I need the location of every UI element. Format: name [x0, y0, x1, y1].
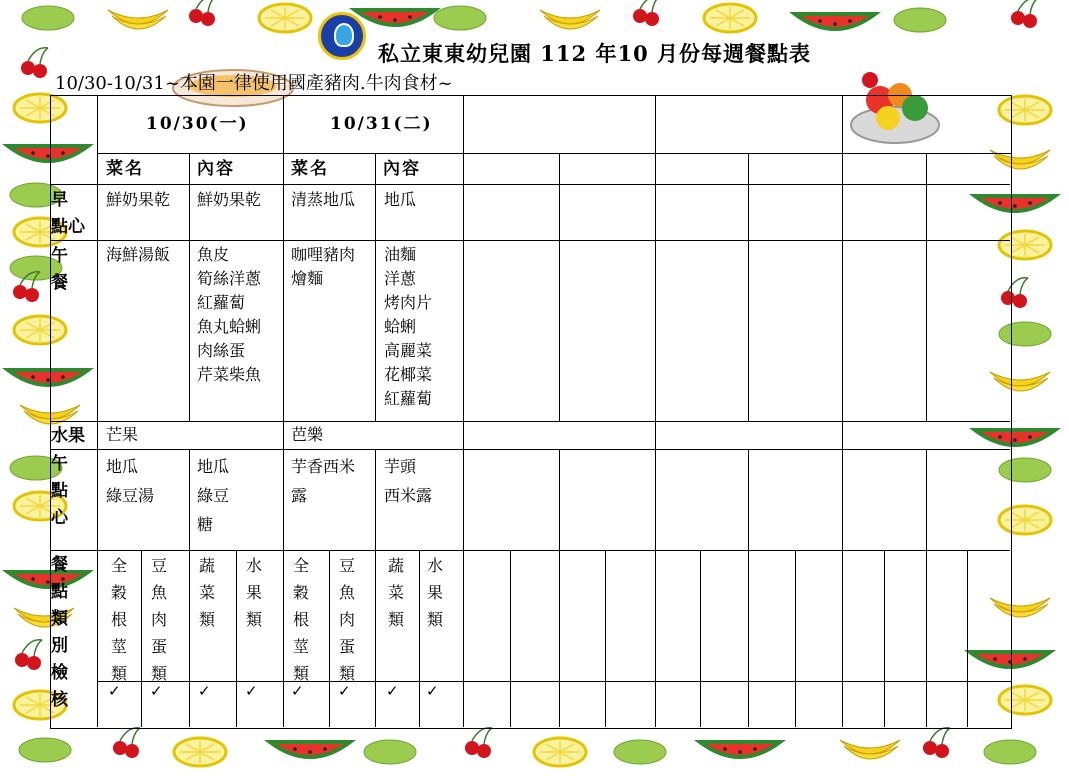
breakfast-content-1030: 鮮奶果乾 — [197, 190, 262, 209]
snack-content-1030: 地瓜 綠豆 糖 — [197, 457, 230, 534]
lunch-dish-1031: 咖哩豬肉 燴麵 — [291, 245, 356, 288]
snack-dish-1030: 地瓜 綠豆湯 — [106, 457, 155, 505]
row-label-afternoon-snack: 午 點 心 — [51, 454, 68, 528]
snack-dish-1031: 芋香西米 露 — [291, 457, 356, 505]
check-protein-1030: ✓ — [150, 682, 163, 700]
breakfast-dish-1031: 清蒸地瓜 — [291, 190, 356, 209]
check-veg-1030: ✓ — [198, 682, 211, 700]
category-veg-1030: 蔬 菜 類 — [199, 556, 216, 629]
category-grain-1030: 全 穀 根 莖 類 — [111, 556, 128, 683]
breakfast-dish-1030: 鮮奶果乾 — [106, 190, 171, 209]
page-subtitle: 10/30-10/31~本園一律使用國產豬肉.牛肉食材~ — [55, 73, 453, 94]
row-label-category-check: 餐 點 類 別 檢 核 — [51, 555, 68, 710]
breakfast-content-1031: 地瓜 — [384, 190, 417, 209]
category-protein-1031: 豆 魚 肉 蛋 類 — [339, 556, 356, 683]
row-label-lunch: 午 餐 — [51, 246, 68, 293]
col-header-content-2: 內容 — [383, 159, 421, 179]
lunch-dish-1030: 海鮮湯飯 — [106, 245, 171, 264]
kindergarten-logo — [318, 12, 366, 60]
category-fruit-1031: 水 果 類 — [427, 556, 444, 629]
row-label-fruit: 水果 — [51, 426, 85, 446]
page-title: 私立東東幼兒園 112 年10 月份每週餐點表 — [378, 41, 811, 66]
col-header-dish-1: 菜名 — [106, 159, 144, 179]
check-fruit-1030: ✓ — [245, 682, 258, 700]
check-fruit-1031: ✓ — [426, 682, 439, 700]
day-header-1030: 10/30(一) — [146, 114, 249, 134]
fruit-1030: 芒果 — [106, 425, 139, 444]
snack-content-1031: 芋頭 西米露 — [384, 457, 433, 505]
category-fruit-1030: 水 果 類 — [246, 556, 263, 629]
page-header — [0, 0, 1069, 95]
category-protein-1030: 豆 魚 肉 蛋 類 — [151, 556, 168, 683]
check-protein-1031: ✓ — [338, 682, 351, 700]
row-label-breakfast: 早 點心 — [51, 190, 85, 237]
lunch-content-1031: 油麵 洋蔥 烤肉片 蛤蜊 高麗菜 花椰菜 紅蘿蔔 — [384, 245, 433, 408]
day-header-1031: 10/31(二) — [330, 114, 433, 134]
check-veg-1031: ✓ — [386, 682, 399, 700]
check-grain-1030: ✓ — [108, 682, 121, 700]
check-grain-1031: ✓ — [291, 682, 304, 700]
category-grain-1031: 全 穀 根 莖 類 — [293, 556, 310, 683]
fruit-1031: 芭樂 — [291, 425, 324, 444]
col-header-content-1: 內容 — [197, 159, 235, 179]
col-header-dish-2: 菜名 — [291, 159, 329, 179]
lunch-content-1030: 魚皮 筍絲洋蔥 紅蘿蔔 魚丸蛤蜊 肉絲蛋 芹菜柴魚 — [197, 245, 262, 384]
category-veg-1031: 蔬 菜 類 — [388, 556, 405, 629]
